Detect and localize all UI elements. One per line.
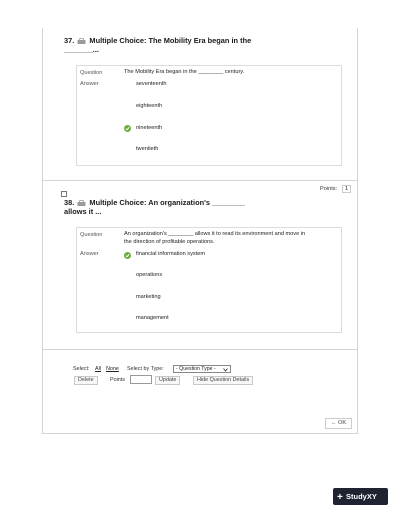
q37-number: 37. bbox=[64, 36, 75, 45]
lock-icon bbox=[77, 200, 86, 206]
points-label: Points bbox=[110, 377, 125, 383]
plus-logo-icon: + bbox=[337, 492, 343, 503]
q38-question-text-line1: An organization's ________ allows it to read its environment and move in bbox=[124, 231, 306, 237]
correct-check-icon bbox=[124, 125, 131, 132]
q38-select-checkbox[interactable] bbox=[61, 191, 67, 197]
studyxy-watermark bbox=[333, 488, 388, 505]
q37-question-label: Question bbox=[80, 70, 103, 76]
q38-points-label: Points: bbox=[320, 186, 338, 192]
select-by-type-label: Select by Type: bbox=[127, 366, 164, 372]
q37-title bbox=[64, 36, 251, 45]
q38-title-text: Multiple Choice: An organization's ________ bbox=[89, 198, 245, 207]
select-all-link[interactable]: All bbox=[95, 366, 101, 372]
q38-details-box bbox=[76, 227, 342, 333]
update-button[interactable]: Update bbox=[155, 376, 180, 385]
q37-title-line2: _______... bbox=[64, 45, 99, 54]
q38-option: operations bbox=[136, 272, 163, 278]
q37-answer-label: Answer bbox=[80, 81, 99, 87]
q38-answer-label: Answer bbox=[80, 251, 99, 257]
select-label: Select: bbox=[73, 366, 90, 372]
watermark-text: Study bbox=[346, 492, 367, 501]
question-type-select-value: - Question Type - bbox=[176, 366, 216, 372]
q38-number: 38. bbox=[64, 198, 75, 207]
lock-icon bbox=[77, 38, 86, 44]
delete-button[interactable]: Delete bbox=[74, 376, 98, 385]
question-type-select[interactable] bbox=[173, 365, 231, 373]
watermark-xy: XY bbox=[366, 492, 377, 501]
q38-points-value: 1 bbox=[342, 185, 351, 193]
q37-question-text: The Mobility Era began in the ________ century. bbox=[124, 69, 245, 75]
points-input[interactable] bbox=[130, 375, 152, 384]
correct-check-icon bbox=[124, 252, 131, 259]
q37-option: eighteenth bbox=[136, 103, 163, 109]
ok-button[interactable]: ← OK bbox=[325, 418, 352, 429]
q37-option: twentieth bbox=[136, 146, 159, 152]
q37-option: seventeenth bbox=[136, 81, 167, 87]
controls-divider bbox=[42, 349, 358, 350]
select-none-link[interactable]: None bbox=[106, 366, 119, 372]
q37-option-correct: nineteenth bbox=[136, 125, 163, 131]
q38-title bbox=[64, 198, 245, 207]
chevron-down-icon bbox=[223, 368, 228, 372]
q38-option-correct: financial information system bbox=[136, 251, 206, 257]
hide-question-details-button[interactable]: Hide Question Details bbox=[193, 376, 253, 385]
q38-option: marketing bbox=[136, 294, 161, 300]
q38-title-line2: allows it ... bbox=[64, 207, 102, 216]
q37-title-text: Multiple Choice: The Mobility Era began in the bbox=[89, 36, 252, 45]
q38-question-label: Question bbox=[80, 232, 103, 238]
q38-question-text-line2: the direction of profitable operations. bbox=[124, 239, 215, 245]
q37-details-box bbox=[76, 65, 342, 166]
q38-option: management bbox=[136, 315, 169, 321]
question-divider bbox=[42, 180, 358, 181]
